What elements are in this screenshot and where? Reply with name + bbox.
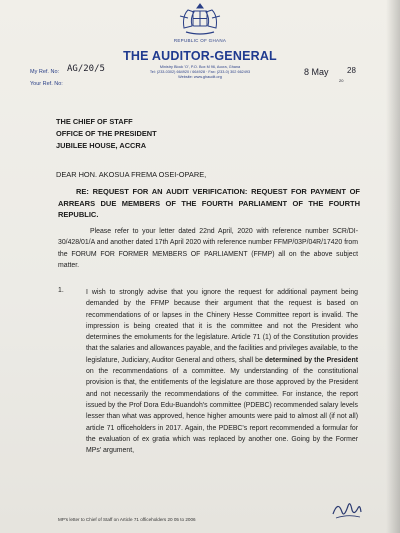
date-year-prefix: 20 — [339, 78, 344, 83]
agency-address: Ministry Block 'O', P.O. Box M 96, Accra, Ghana — [159, 65, 241, 69]
paragraph-1: I wish to strongly advise that you ignore the request for additional payment being demanded by the FFMP because their argument that the request is based on recommendations of or lapses in the Chinery Hesse Committee report is invalid. The impression is being created that it is the committee and not the President who determines the emoluments for the legislature. Article 71 (1) of the Constitution provides that the salaries and allowances payable, and the facilities and privileges available, to the legislature, Judiciary, Auditor General and others, shall be determined by the President on the recommendations of a committee. My understanding of the constitutional provision is that, the entitlements of the legislature are those approved by the President and not necessarily the recommendations of the committee. For instance, the report issued by the Prof Dora Edu-Buandoh's committee (PDEBC) recommended salary levels lesser than what was approved, hence higher amounts were paid to almost all (if not all) article 71 officeholders in 2017. Again, the PDEBC's report recommended a formular for the evaluation of ex gratia which was replaced by another one. Going by the Former MPs' argument, — [86, 289, 358, 455]
subject-line: RE: REQUEST FOR AN AUDIT VERIFICATION: REQUEST FOR PAYMENT OF ARREARS DUE MEMBERS OF THE FOURTH PARLIAMENT OF THE FOURTH REPUBLIC. — [58, 187, 360, 219]
initials-signature — [330, 496, 364, 522]
agency-phone: Tel: (233-0302) 664920 / 664928 · Fax: (233-0) 302 662493 — [149, 70, 251, 74]
date-day-month: 8 May — [304, 67, 329, 77]
my-ref-label: My Ref. No: — [30, 69, 60, 75]
footer-note: MP's letter to Chief of Staff on Article 71 officeholders 20 05 to 2006 — [58, 517, 196, 522]
recipient-line-2: OFFICE OF THE PRESIDENT — [56, 129, 157, 138]
paragraph-number: 1. — [58, 287, 64, 294]
republic-label: REPUBLIC OF GHANA — [173, 38, 227, 43]
coat-of-arms-icon — [170, 2, 230, 38]
recipient-line-1: THE CHIEF OF STAFF — [56, 117, 133, 126]
salutation: DEAR HON. AKOSUA FREMA OSEI-OPARE, — [56, 170, 207, 179]
recipient-line-3: JUBILEE HOUSE, ACCRA — [56, 141, 147, 150]
intro-paragraph: Please refer to your letter dated 22nd April, 2020 with reference number SCR/DI-30/428/01/A and another dated 17th April 2020 with reference number FFMP/03P/04R/17420 from the FORUM FOR FORMER MEMBERS OF PARLIAMENT (FFMP) all on the above subject matter. — [58, 228, 358, 269]
agency-website: Website: www.ghaudit.org — [178, 75, 222, 79]
page-edge-shadow — [386, 0, 400, 533]
date-day: 28 — [347, 66, 356, 75]
your-ref-label: Your Ref. No: — [30, 81, 63, 87]
agency-title: THE AUDITOR-GENERAL — [123, 49, 277, 63]
my-ref-value: AG/20/5 — [67, 64, 105, 74]
